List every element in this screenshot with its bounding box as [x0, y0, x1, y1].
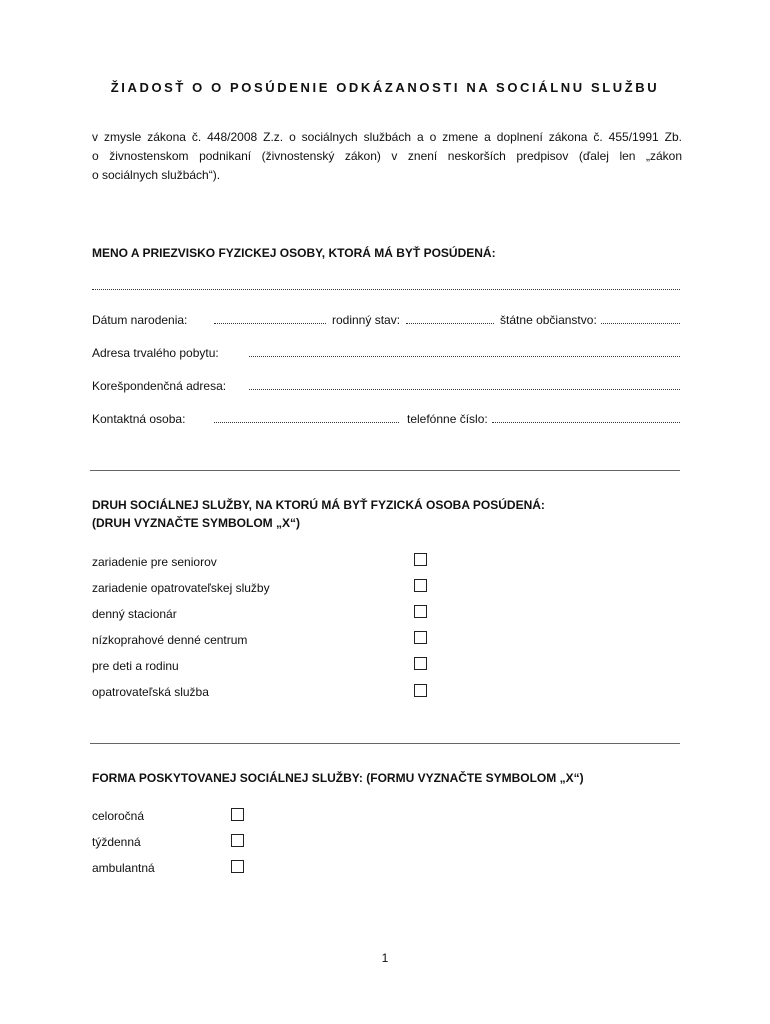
phone-label: telefónne číslo: [407, 412, 488, 426]
form-option-checkbox-weekly[interactable] [231, 834, 244, 847]
service-option-checkbox-day-care[interactable] [414, 605, 427, 618]
form-title: ŽIADOSŤ O O POSÚDENIE ODKÁZANOSTI NA SOCIÁLNU SLUŽBU [110, 80, 660, 95]
permanent-address-row [92, 346, 680, 360]
service-form-heading: FORMA POSKYTOVANEJ SOCIÁLNEJ SLUŽBY: (FORMU VYZNAČTE SYMBOLOM „X“) [92, 771, 584, 785]
correspondence-address-row [92, 379, 680, 393]
section-divider-2 [90, 743, 680, 744]
citizenship-label: štátne občianstvo: [500, 313, 597, 327]
birth-date-field[interactable] [214, 313, 326, 324]
service-option-checkbox-senior-facility[interactable] [414, 553, 427, 566]
birth-marital-citizenship-row [92, 313, 680, 327]
contact-person-row [92, 412, 680, 426]
form-option-label: ambulantná [92, 861, 155, 875]
service-option-checkbox-home-care[interactable] [414, 684, 427, 697]
service-option-label: zariadenie opatrovateľskej služby [92, 581, 270, 595]
marital-status-field[interactable] [406, 313, 494, 324]
service-option-label: pre deti a rodinu [92, 659, 179, 673]
phone-field[interactable] [492, 412, 680, 423]
marital-status-label: rodinný stav: [332, 313, 401, 327]
service-option-label: nízkoprahové denné centrum [92, 633, 248, 647]
form-option-checkbox-outpatient[interactable] [231, 860, 244, 873]
full-name-field[interactable] [92, 279, 680, 290]
service-option-label: zariadenie pre seniorov [92, 555, 217, 569]
birth-date-label: Dátum narodenia: [92, 313, 188, 327]
name-field-row [92, 279, 680, 290]
form-option-label: celoročná [92, 809, 145, 823]
section-divider-1 [90, 470, 680, 471]
service-option-checkbox-care-facility[interactable] [414, 579, 427, 592]
intro-line-2: o živnostenskom podnikaní (živnostenský zákon) v znení neskorších predpisov (ďalej len „zákon [92, 149, 682, 163]
legal-intro [92, 128, 682, 185]
service-type-heading-line-2: (DRUH VYZNAČTE SYMBOLOM „X“) [92, 516, 300, 530]
service-option-label: opatrovateľská služba [92, 685, 209, 699]
form-option-label: týždenná [92, 835, 141, 849]
service-option-checkbox-low-threshold-center[interactable] [414, 631, 427, 644]
service-option-checkbox-children-family[interactable] [414, 657, 427, 670]
contact-person-field[interactable] [214, 412, 399, 423]
service-option-label: denný stacionár [92, 607, 177, 621]
correspondence-address-field[interactable] [249, 379, 680, 390]
permanent-address-label: Adresa trvalého pobytu: [92, 346, 219, 360]
page-number: 1 [381, 951, 389, 965]
form-option-checkbox-year-round[interactable] [231, 808, 244, 821]
service-type-heading [92, 496, 545, 532]
person-section-heading: MENO A PRIEZVISKO FYZICKEJ OSOBY, KTORÁ MÁ BYŤ POSÚDENÁ: [92, 246, 496, 260]
permanent-address-field[interactable] [249, 346, 680, 357]
contact-person-label: Kontaktná osoba: [92, 412, 186, 426]
citizenship-field[interactable] [601, 313, 680, 324]
service-type-heading-line-1: DRUH SOCIÁLNEJ SLUŽBY, NA KTORÚ MÁ BYŤ FYZICKÁ OSOBA POSÚDENÁ: [92, 498, 545, 512]
correspondence-address-label: Korešpondenčná adresa: [92, 379, 227, 393]
intro-line-3: o sociálnych službách“). [92, 168, 221, 182]
intro-line-1: v zmysle zákona č. 448/2008 Z.z. o sociálnych službách a o zmene a doplnení zákona č. 455/1991 Zb. [92, 130, 682, 144]
